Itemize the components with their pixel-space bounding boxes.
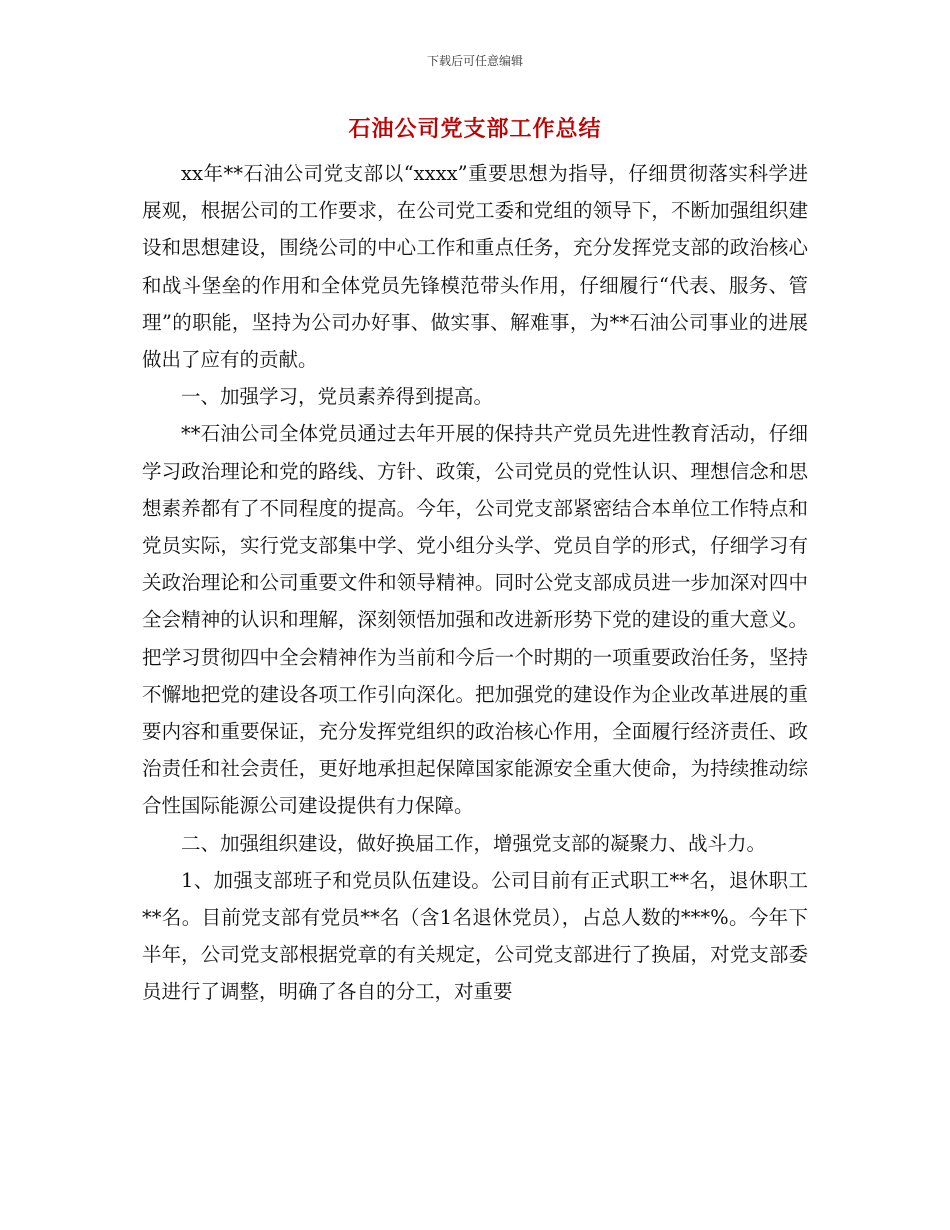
document-body: [142, 155, 808, 1011]
paragraph-intro: xx年**石油公司党支部以“xxxx”重要思想为指导，仔细贯彻落实科学进展观，根据公司的工作要求，在公司党工委和党组的领导下，不断加强组织建设和思想建设，围绕公司的中心工作和重点任务，充分发挥党支部的政治核心和战斗堡垒的作用和全体党员先锋模范带头作用，仔细履行“代表、服务、管理”的职能，坚持为公司办好事、做实事、解难事，为**石油公司事业的进展做出了应有的贡献。: [142, 162, 808, 372]
paragraph-study: **石油公司全体党员通过去年开展的保持共产党员先进性教育活动，仔细学习政治理论和党的路线、方针、政策，公司党员的党性认识、理想信念和思想素养都有了不同程度的提高。今年，公司党支部紧密结合本单位工作特点和党员实际，实行党支部集中学、党小组分头学、党员自学的形式，仔细学习有关政治理论和公司重要文件和领导精神。同时公党支部成员进一步加深对四中全会精神的认识和理解，深刻领悟加强和改进新形势下党的建设的重大意义。把学习贯彻四中全会精神作为当前和今后一个时期的一项重要政治任务，坚持不懈地把党的建设各项工作引向深化。把加强党的建设作为企业改革进展的重要内容和重要保证，充分发挥党组织的政治核心作用，全面履行经济责任、政治责任和社会责任，更好地承担起保障国家能源安全重大使命，为持续推动综合性国际能源公司建设提供有力保障。: [142, 422, 808, 818]
document-title: 石油公司党支部工作总结: [348, 116, 602, 142]
section-heading-1: 一、加强学习，党员素养得到提高。: [181, 385, 494, 409]
section-heading-2: 二、加强组织建设，做好换届工作，增强党支部的凝聚力、战斗力。: [181, 831, 767, 855]
header-note: 下载后可任意编辑: [426, 54, 523, 68]
paragraph-team-building: 1、加强支部班子和党员队伍建设。公司目前有正式职工**名，退休职工**名。目前党支部有党员**名（含1名退休党员），占总人数的***%。今年下半年，公司党支部根据党章的有关规定，公司党支部进行了换届，对党支部委员进行了调整，明确了各自的分工，对重要: [142, 868, 808, 1004]
